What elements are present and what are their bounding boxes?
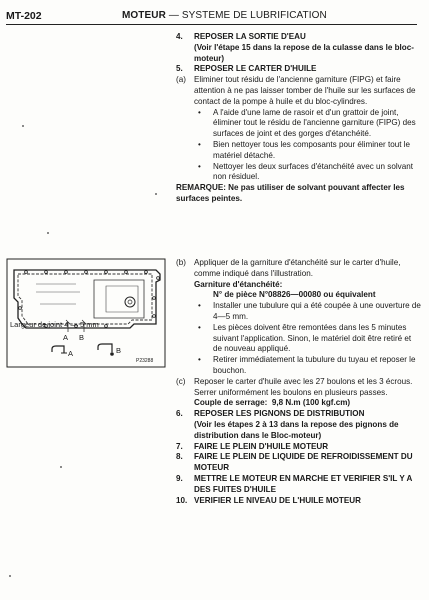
step-title: VERIFIER LE NIVEAU DE L'HUILE MOTEUR bbox=[194, 495, 361, 505]
substep-text: Reposer le carter d'huile avec les 27 boulons et les 3 écrous. Serrer uniformément les boulons en plusieurs passes. bbox=[194, 376, 413, 397]
step-4 bbox=[176, 32, 421, 64]
scan-speck bbox=[22, 125, 24, 127]
torque-spec bbox=[194, 398, 421, 409]
scan-speck bbox=[60, 466, 62, 468]
step-number: 4. bbox=[176, 32, 183, 41]
substep-label: (b) bbox=[176, 258, 186, 267]
step-title: REPOSER LES PIGNONS DE DISTRIBUTION bbox=[194, 409, 365, 419]
page-number: MT-202 bbox=[6, 10, 42, 22]
upper-text-block bbox=[176, 32, 421, 205]
step-title: REPOSER LA SORTIE D'EAU bbox=[194, 32, 306, 41]
step-note: (Voir les étapes 2 à 13 dans la repose des pignons de distribution dans le Bloc-moteur) bbox=[194, 419, 399, 440]
bullet-item bbox=[176, 355, 421, 377]
step-number: 9. bbox=[176, 473, 183, 483]
scan-speck bbox=[9, 575, 11, 577]
step-number: 8. bbox=[176, 452, 183, 462]
bullet-item bbox=[176, 301, 421, 323]
joint-width-label: Largeur de joint 4 — 5 mm bbox=[10, 320, 99, 329]
step-10 bbox=[176, 496, 421, 507]
step-number: 10. bbox=[176, 495, 188, 505]
callout-a: A bbox=[63, 333, 69, 342]
callout-b: B bbox=[79, 333, 85, 342]
figure-code: P23288 bbox=[136, 358, 154, 364]
bullet-icon: • bbox=[198, 139, 201, 149]
substep-label: (a) bbox=[176, 75, 186, 85]
torque-label: Couple de serrage: bbox=[194, 398, 268, 408]
detail-b-label: B bbox=[116, 346, 122, 355]
subsection-name: SYSTEME DE LUBRIFICATION bbox=[181, 10, 327, 21]
step-number: 7. bbox=[176, 441, 183, 451]
bullet-text: A l'aide d'une lame de rasoir et d'un grattoir de joint, éliminer tout le résidu de l'ancienne garniture (FIPG) des surfaces de joint et des gorges d'étanchéité. bbox=[213, 107, 416, 139]
detail-a-label: A bbox=[68, 349, 74, 358]
page-header bbox=[6, 8, 417, 25]
substep-label: (c) bbox=[176, 376, 186, 386]
bullet-text: Les pièces doivent être remontées dans les 5 minutes suivant l'application. Sinon, le matériel doit être retiré et de nouveau appliqué. bbox=[213, 322, 412, 354]
step-9 bbox=[176, 474, 421, 496]
substep-b bbox=[176, 258, 421, 290]
bullet-item bbox=[176, 140, 421, 162]
step-number: 5. bbox=[176, 64, 183, 74]
bullet-text: Nettoyer les deux surfaces d'étanchéité avec un solvant non résiduel. bbox=[213, 161, 413, 182]
step-title: FAIRE LE PLEIN DE LIQUIDE DE REFROIDISSEMENT DU MOTEUR bbox=[194, 452, 413, 473]
step-7 bbox=[176, 442, 421, 453]
scan-speck bbox=[47, 232, 49, 234]
step-6 bbox=[176, 409, 421, 441]
bullet-text: Bien nettoyer tous les composants pour éliminer tout le matériel détaché. bbox=[213, 139, 411, 160]
section-name: MOTEUR bbox=[122, 10, 166, 21]
title-separator: — bbox=[168, 10, 179, 21]
bullet-icon: • bbox=[198, 322, 201, 332]
bullet-icon: • bbox=[198, 107, 201, 117]
step-title: METTRE LE MOTEUR EN MARCHE ET VERIFIER S'IL Y A DES FUITES D'HUILE bbox=[194, 473, 413, 494]
step-5 bbox=[176, 64, 421, 75]
step-number: 6. bbox=[176, 409, 183, 419]
torque-value: 9,8 N.m (100 kgf.cm) bbox=[271, 398, 351, 408]
step-title: FAIRE LE PLEIN D'HUILE MOTEUR bbox=[194, 441, 329, 451]
part-number: N° de pièce N°08826—00080 ou équivalent bbox=[213, 290, 376, 300]
substep-text: Eliminer tout résidu de l'ancienne garniture (FIPG) et faire attention à ne pas laisser tomber de l'huile sur les surfaces de contact de la pompe à huile et du bloc-cylindres. bbox=[194, 75, 416, 106]
bullet-item bbox=[176, 323, 421, 355]
bullet-icon: • bbox=[198, 301, 201, 311]
oil-pan-illustration bbox=[6, 258, 166, 368]
lower-text-block bbox=[176, 258, 421, 506]
bullet-text: Retirer immédiatement la tubulure du tuyau et reposer le bouchon. bbox=[213, 355, 416, 375]
bullet-icon: • bbox=[198, 161, 201, 171]
bullet-item bbox=[176, 108, 421, 140]
section-title bbox=[122, 10, 327, 21]
step-note: (Voir l'étape 15 dans la repose de la culasse dans le bloc-moteur) bbox=[194, 42, 414, 63]
scan-speck bbox=[155, 193, 157, 195]
oil-pan-drawing bbox=[6, 258, 166, 368]
remark: REMARQUE: Ne pas utiliser de solvant pouvant affecter les surfaces peintes. bbox=[176, 183, 405, 203]
bullet-text: Installer une tubulure qui a été coupée à une ouverture de 4—5 mm. bbox=[213, 301, 421, 321]
substep-c bbox=[176, 377, 421, 409]
substep-text: Appliquer de la garniture d'étanchéité sur le carter d'huile, comme indiqué dans l'illustration. bbox=[194, 258, 401, 278]
substep-a bbox=[176, 75, 421, 107]
seal-label: Garniture d'étanchéité: bbox=[194, 279, 283, 289]
bullet-item bbox=[176, 162, 421, 184]
bullet-icon: • bbox=[198, 355, 201, 365]
step-8 bbox=[176, 452, 421, 474]
step-title: REPOSER LE CARTER D'HUILE bbox=[194, 64, 317, 74]
